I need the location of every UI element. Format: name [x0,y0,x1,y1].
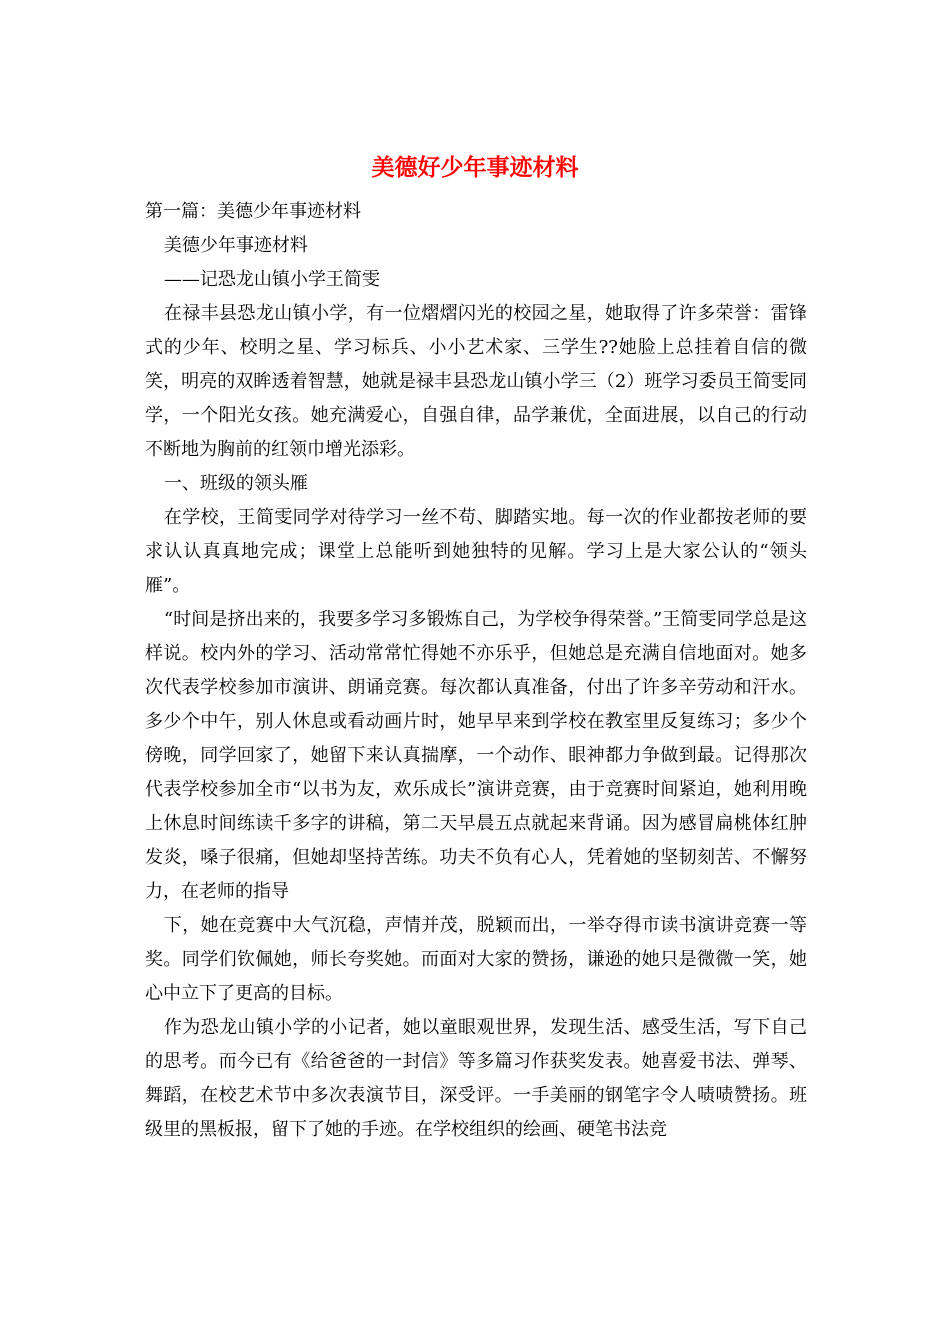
paragraph: “时间是挤出来的，我要多学习多锻炼自己，为学校争得荣誉。”王简雯同学总是这样说。校内外的学习、活动常常忙得她不亦乐乎，但她总是充满自信地面对。她多次代表学校参加市演讲、朗诵竞赛。每次都认真准备，付出了许多辛劳动和汗水。多少个中午，别人休息或看动画片时，她早早来到学校在教室里反复练习；多少个傍晚，同学回家了，她留下来认真揣摩，一个动作、眼神都力争做到最。记得那次代表学校参加全市“以书为友，欢乐成长”演讲竞赛，由于竞赛时间紧迫，她利用晚上休息时间练读千多字的讲稿，第二天早晨五点就起来背诵。因为感冒扁桃体红肿发炎，嗓子很痛，但她却坚持苦练。功夫不负有心人，凭着她的坚韧刻苦、不懈努力，在老师的指导 [145,609,807,902]
document-title: 美德好少年事迹材料 [371,154,579,181]
article-title: 美德少年事迹材料 [163,235,308,256]
paragraph: 作为恐龙山镇小学的小记者，她以童眼观世界，发现生活、感受生活，写下自己的思考。而今已有《给爸爸的一封信》等多篇习作获奖发表。她喜爱书法、弹琴、舞蹈，在校艺术节中多次表演节目，深受评。一手美丽的钢笔字令人啧啧赞扬。班级里的黑板报，留下了她的手迹。在学校组织的绘画、硬笔书法竞 [145,1017,807,1140]
paragraph: 下，她在竞赛中大气沉稳，声情并茂，脱颖而出，一举夺得市读书演讲竞赛一等奖。同学们钦佩她，师长夸奖她。而面对大家的赞扬，谦逊的她只是微微一笑，她心中立下了更高的目标。 [145,915,807,1004]
subsection-heading: 一、班级的领头雁 [163,473,308,494]
paragraph: 在禄丰县恐龙山镇小学，有一位熠熠闪光的校园之星，她取得了许多荣誉：雷锋式的少年、校明之星、学习标兵、小小艺术家、三学生??她脸上总挂着自信的微笑，明亮的双眸透着智慧，她就是禄丰县恐龙山镇小学三（2）班学习委员王简雯同学，一个阳光女孩。她充满爱心，自强自律，品学兼优，全面进展，以自己的行动不断地为胸前的红领巾增光添彩。 [145,303,807,460]
document-body [145,195,807,1147]
article-subtitle: ——记恐龙山镇小学王简雯 [163,269,380,290]
section-heading: 第一篇：美德少年事迹材料 [145,201,361,222]
paragraph: 在学校，王简雯同学对待学习一丝不苟、脚踏实地。每一次的作业都按老师的要求认认真真地完成；课堂上总能听到她独特的见解。学习上是大家公认的“领头雁”。 [145,507,807,596]
